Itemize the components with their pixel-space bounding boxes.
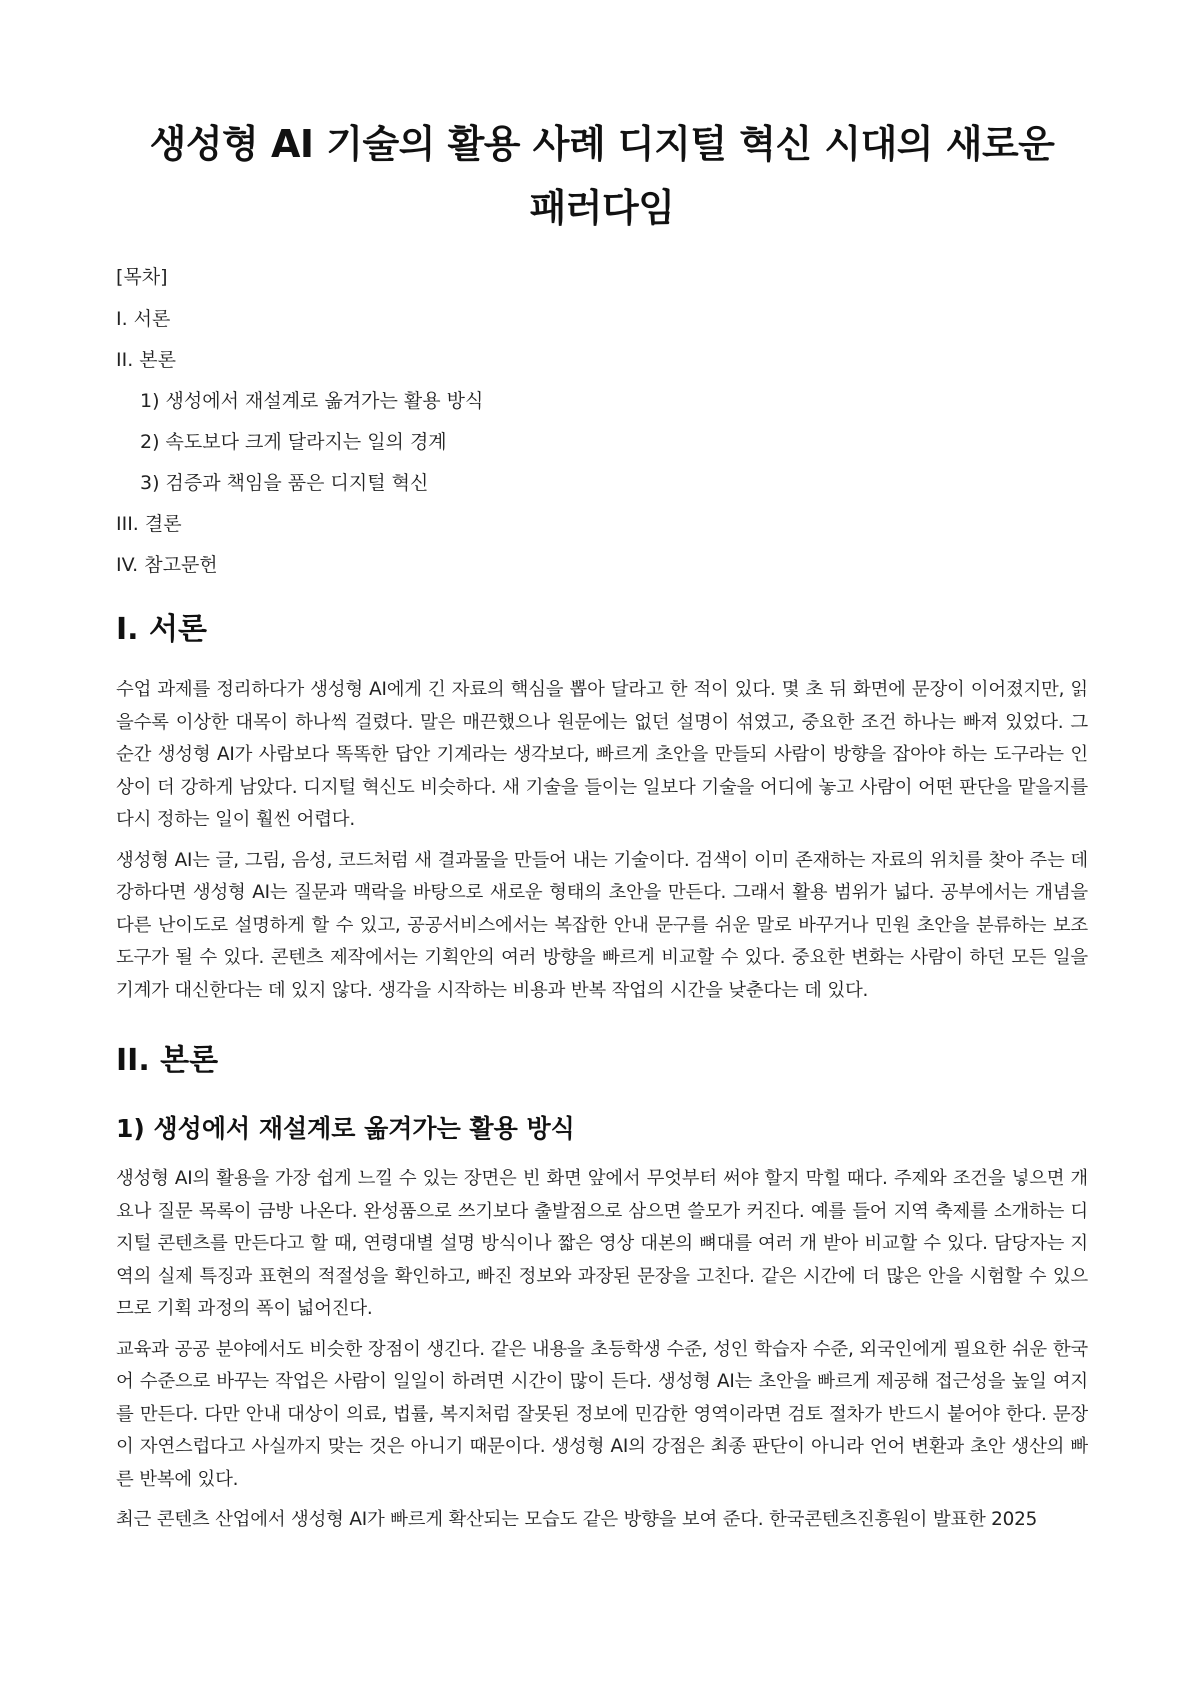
toc-item-body: II. 본론 [116,349,176,371]
subsection-heading: 1) 생성에서 재설계로 옮겨가는 활용 방식 [116,1114,575,1143]
document-title: 생성형 AI 기술의 활용 사례 디지털 혁신 시대의 새로운 패러다임 [149,122,1055,230]
section-heading-introduction: I. 서론 [116,612,207,647]
section-heading-body: II. 본론 [116,1043,219,1078]
toc-item-body-1: 1) 생성에서 재설계로 옮겨가는 활용 방식 [140,390,484,412]
paragraph: 교육과 공공 분야에서도 비슷한 장점이 생긴다. 같은 내용을 초등학생 수준, 성인 학습자 수준, 외국인에게 필요한 쉬운 한국어 수준으로 바꾸는 작업은 사람이 일일이 하려면 시간이 많이 든다. 생성형 AI는 초안을 빠르게 제공해 접근성을 높일 여지를 만든다. 다만 안내 대상이 의료, 법률, 복지처럼 잘못된 정보에 민감한 영역이라면 검토 절차가 반드시 붙어야 한다. 문장이 자연스럽다고 사실까지 맞는 것은 아니기 때문이다. 생성형 AI의 강점은 최종 판단이 아니라 언어 변환과 초안 생산의 빠른 반복에 있다. [116,1338,1088,1490]
paragraph: 생성형 AI의 활용을 가장 쉽게 느낄 수 있는 장면은 빈 화면 앞에서 무엇부터 써야 할지 막힐 때다. 주제와 조건을 넣으면 개요나 질문 목록이 금방 나온다. 완성품으로 쓰기보다 출발점으로 삼으면 쓸모가 커진다. 예를 들어 지역 축제를 소개하는 디지털 콘텐츠를 만든다고 할 때, 연령대별 설명 방식이나 짧은 영상 대본의 뼈대를 여러 개 받아 비교할 수 있다. 담당자는 지역의 실제 특징과 표현의 적절성을 확인하고, 빠진 정보와 과장된 문장을 고친다. 같은 시간에 더 많은 안을 시험할 수 있으므로 기획 과정의 폭이 넓어진다. [116,1168,1088,1319]
toc-item-conclusion: III. 결론 [116,513,182,535]
toc-item-introduction: I. 서론 [116,308,171,330]
paragraph: 생성형 AI는 글, 그림, 음성, 코드처럼 새 결과물을 만들어 내는 기술이다. 검색이 이미 존재하는 자료의 위치를 찾아 주는 데 강하다면 생성형 AI는 질문과 맥락을 바탕으로 새로운 형태의 초안을 만든다. 그래서 활용 범위가 넓다. 공부에서는 개념을 다른 난이도로 설명하게 할 수 있고, 공공서비스에서는 복잡한 안내 문구를 쉬운 말로 바꾸거나 민원 초안을 분류하는 보조 도구가 될 수 있다. 콘텐츠 제작에서는 기획안의 여러 방향을 빠르게 비교할 수 있다. 중요한 변화는 사람이 하던 모든 일을 기계가 대신한다는 데 있지 않다. 생각을 시작하는 비용과 반복 작업의 시간을 낮춘다는 데 있다. [116,849,1088,1001]
table-of-contents [116,266,1088,576]
toc-item-body-2: 2) 속도보다 크게 달라지는 일의 경계 [140,431,447,453]
toc-item-body-3: 3) 검증과 책임을 품은 디지털 혁신 [140,472,429,494]
paragraph: 수업 과제를 정리하다가 생성형 AI에게 긴 자료의 핵심을 뽑아 달라고 한 적이 있다. 몇 초 뒤 화면에 문장이 이어졌지만, 읽을수록 이상한 대목이 하나씩 걸렸다. 말은 매끈했으나 원문에는 없던 설명이 섞였고, 중요한 조건 하나는 빠져 있었다. 그 순간 생성형 AI가 사람보다 똑똑한 답안 기계라는 생각보다, 빠르게 초안을 만들되 사람이 방향을 잡아야 하는 도구라는 인상이 더 강하게 남았다. 디지털 혁신도 비슷하다. 새 기술을 들이는 일보다 기술을 어디에 놓고 사람이 어떤 판단을 맡을지를 다시 정하는 일이 훨씬 어렵다. [116,679,1088,830]
toc-item-references: IV. 참고문헌 [116,554,218,576]
paragraph: 최근 콘텐츠 산업에서 생성형 AI가 빠르게 확산되는 모습도 같은 방향을 보여 준다. 한국콘텐츠진흥원이 발표한 2025 [116,1509,1038,1530]
toc-label: [목차] [116,266,168,288]
